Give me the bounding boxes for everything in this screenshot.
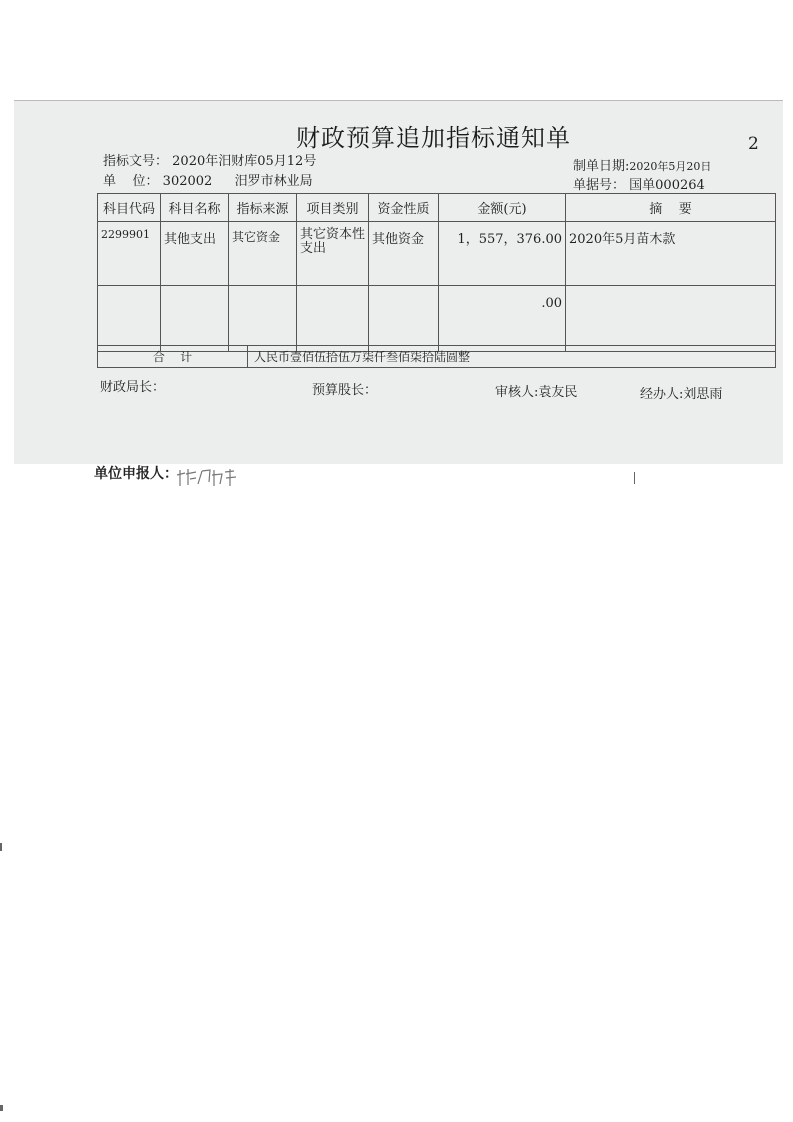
finance-director-signature: 财政局长： [100,380,166,395]
unit-code: 302002 [162,174,213,189]
header-fund-nature: 资金性质 [369,194,439,222]
total-label: 合 计 [98,346,248,368]
handwritten-page-mark: 2 [748,134,759,154]
scan-artifact [0,843,2,851]
receipt-line [573,174,705,193]
receipt-number: 国单000264 [629,178,705,193]
cell-subject-code [98,286,161,352]
date-value: 2020年5月20日 [629,160,712,173]
header-subject-code: 科目代码 [98,194,161,222]
cell-summary: 2020年5月苗木款 [566,222,776,286]
unit-line [103,170,313,189]
handler-signature: 经办人:刘思雨 [640,387,723,402]
form-title: 财政预算追加指标通知单 [296,124,571,152]
cell-amount: .00 [439,286,566,352]
header-project-type: 项目类别 [297,194,369,222]
header-amount: 金额(元) [439,194,566,222]
cell-project-type: 其它资本性支出 [297,222,369,286]
cell-project-type [297,286,369,352]
date-label: 制单日期: [573,159,630,174]
header-subject-name: 科目名称 [161,194,229,222]
table-row [98,222,776,286]
total-row [97,345,776,368]
cell-fund-nature: 其他资金 [369,222,439,286]
doc-number-label: 指标文号： [103,154,169,169]
table-header-row [98,194,776,222]
handwritten-signature [176,466,246,488]
header-source: 指标来源 [229,194,297,222]
cell-source [229,286,297,352]
table-row [98,286,776,352]
doc-number-line [103,150,316,169]
scan-artifact [0,1105,3,1111]
header-summary: 摘 要 [566,194,776,222]
budget-head-signature: 预算股长： [312,383,378,398]
cell-subject-name [161,286,229,352]
total-amount-in-words: 人民币壹佰伍拾伍万柒仟叁佰柒拾陆圆整 [248,346,776,368]
unit-name: 汨罗市林业局 [234,174,313,189]
date-line [573,155,711,174]
cell-source: 其它资金 [229,222,297,286]
cell-amount: 1，557，376.00 [439,222,566,286]
cell-fund-nature [369,286,439,352]
reviewer-signature: 审核人:袁友民 [495,385,578,400]
scan-artifact [634,472,635,484]
cell-summary [566,286,776,352]
doc-number-value: 2020年汨财库05月12号 [172,154,317,169]
receipt-label: 单据号： [573,178,626,193]
cell-subject-name: 其他支出 [161,222,229,286]
budget-table [97,193,776,352]
cell-subject-code: 2299901 [98,222,161,286]
reporter-label: 单位申报人： [94,466,178,482]
unit-label: 单 位： [103,174,159,189]
